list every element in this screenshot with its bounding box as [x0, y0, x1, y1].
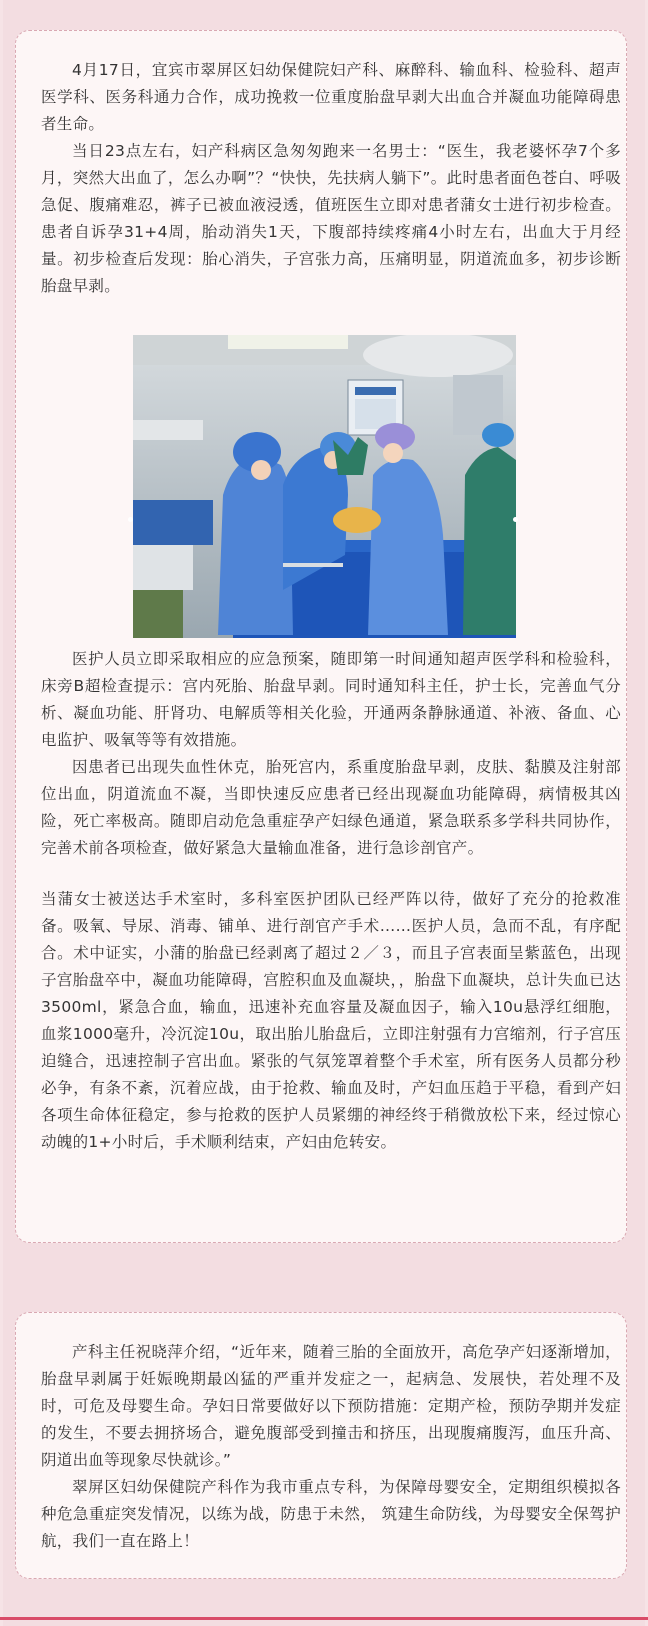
- carousel-prev-dot[interactable]: [128, 517, 133, 522]
- paragraph-intro: 4月17日，宜宾市翠屏区妇幼保健院妇产科、麻醉科、输血科、检验科、超声医学科、医务科通力合作，成功挽救一位重度胎盘早剥大出血合并凝血功能障碍患者生命。: [41, 61, 621, 133]
- surgery-photo-icon: [133, 335, 516, 638]
- paragraph-closing: 翠屏区妇幼保健院产科作为我市重点专科，为保障母婴安全，定期组织模拟各种危急重症突发情况，以练为战，防患于未然， 筑建生命防线，为母婴安全保驾护航，我们一直在路上！: [41, 1478, 621, 1550]
- paragraph-director-quote: 产科主任祝晓萍介绍，“近年来，随着三胎的全面放开，高危孕产妇逐渐增加，胎盘早剥属于妊娠晚期最凶猛的严重并发症之一，起病急、发展快，若处理不及时，可危及母婴生命。孕妇日常要做好以下预防措施：定期产检，预防孕期并发症的发生，不要去拥挤场合，避免腹部受到撞击和挤压，出现腹痛腹泻，血压升高、阴道出血等现象尽快就诊。”: [41, 1343, 621, 1469]
- article-card-summary: [15, 1312, 627, 1579]
- article-card-main: [15, 30, 627, 1243]
- paragraph-incident: 当日23点左右，妇产科病区急匆匆跑来一名男士：“医生，我老婆怀孕7个多月，突然大出血了，怎么办啊”？“快快，先扶病人躺下”。此时患者面色苍白、呼吸急促、腹痛难忍，裤子已被血液浸透，值班医生立即对患者蒲女士进行初步检查。患者自诉孕31+4周，胎动消失1天，下腹部持续疼痛4小时左右，出血大于月经量。初步检查后发现：胎心消失，子宫张力高，压痛明显，阴道流血多，初步诊断胎盘早剥。: [41, 142, 621, 295]
- paragraph-surgery: 当蒲女士被送达手术室时，多科室医护团队已经严阵以待，做好了充分的抢救准备。吸氧、导尿、消毒、铺单、进行剖官产手术……医护人员，急而不乱，有序配合。术中证实，小蒲的胎盘已经剥离了超过２／３，而且子宫表面呈紫蓝色，出现子宫胎盘卒中，凝血功能障碍，宫腔积血及血凝块，，胎盘下血凝块，总计失血已达3500ml，紧急合血，输血，迅速补充血容量及凝血因子，输入10u悬浮红细胞，血浆1000毫升，冷沉淀10u，取出胎儿胎盘后，立即注射强有力宫缩剂，行子宫压迫缝合，迅速控制子宫出血。紧张的气氛笼罩着整个手术室，所有医务人员都分秒必争，有条不紊，沉着应战，由于抢救、输血及时，产妇血压趋于平稳，看到产妇各项生命体征稳定，参与抢救的医护人员紧绷的神经终于稍微放松下来，经过惊心动魄的1+小时后，手术顺利结束，产妇由危转安。: [41, 890, 621, 1151]
- surgery-photo: [133, 335, 516, 638]
- bottom-accent-bar: [0, 1617, 648, 1620]
- carousel-next-dot[interactable]: [513, 517, 518, 522]
- paragraph-response: 医护人员立即采取相应的应急预案，随即第一时间通知超声医学科和检验科，床旁B超检查提示：宫内死胎、胎盘早剥。同时通知科主任，护士长，完善血气分析、凝血功能、肝肾功、电解质等相关化验，开通两条静脉通道、补液、备血、心电监护、吸氧等等有效措施。: [41, 650, 621, 749]
- paragraph-diagnosis: 因患者已出现失血性休克，胎死宫内，系重度胎盘早剥，皮肤、黏膜及注射部位出血，阴道流血不凝，当即快速反应患者已经出现凝血功能障碍，病情极其凶险，死亡率极高。随即启动危急重症孕产妇绿色通道，紧急联系多学科共同协作，完善术前各项检查，做好紧急大量输血准备，进行急诊剖官产。: [41, 758, 621, 857]
